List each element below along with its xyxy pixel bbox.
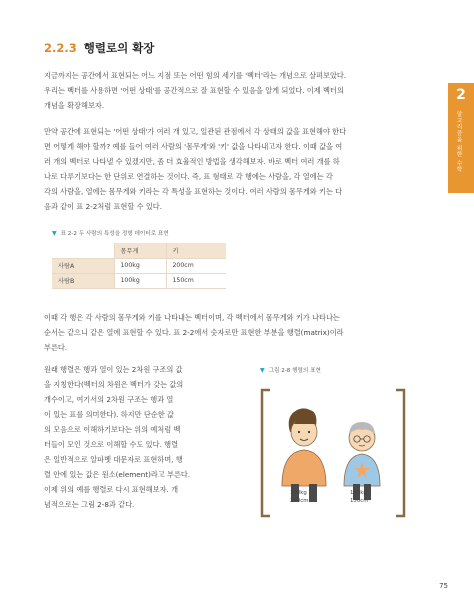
table-cell-weight: 100kg [114,273,166,288]
paragraph-matrix-motivation: 만약 공간에 표현되는 '어떤 상태'가 여러 개 있고, 일관된 관점에서 각 상태의 값을 표현해야 한다 면 어떻게 해야 할까? 예를 들어 여러 사람의 '몸무게'와 '키' 값을 나타내고자 한다. 이때 값을 여 러 개의 벡터로 나타낼 수 있겠지만, 좀 더 효율적인 방법을 생각해보자. 바로 벡터 여러 개를 하 나로 다루기보다는 한 단위로 연결하는 것이다. 즉, 표 형태로 각 행에는 사람을, 각 열에는 각 각의 사람을, 열에는 몸무게와 키라는 각 특성을 표현하는 것이다. 여러 사람의 몸무게와 키는 다 음과 같이 표 2-2처럼 표현할 수 있다. [44,127,347,211]
person-b-weight: 100kg [350,490,367,496]
table-header-height: 키 [166,243,226,258]
table-cell-height: 200cm [166,258,226,273]
table-header-row [52,243,226,258]
section-heading [44,40,154,56]
matrix-illustration [258,382,408,522]
person-a-stats [290,489,309,505]
person-b-stats [350,489,369,505]
caption-marker-icon: ▼ [260,366,265,374]
chapter-side-tab [448,83,474,193]
person-features-table [52,243,226,289]
caption-marker-icon: ▼ [52,229,57,237]
table-cell-height: 150cm [166,273,226,288]
section-title: 행렬로의 확장 [83,41,155,55]
table-row [52,273,226,288]
person-a-weight: 100kg [290,490,307,496]
paragraph-matrix-definition: 이때 각 행은 각 사람의 몸무게와 키를 나타내는 벡터이며, 각 벡터에서 몸무게와 키가 나타나는 순서는 같으니 같은 열에 표현할 수 있다. 표 2-2에서 숫자로만 표현한 부분을 행렬(matrix)이라 부른다. [44,313,344,352]
paragraph-matrix-explanation: 원래 행렬은 행과 열이 있는 2차원 구조의 값 을 지칭한다(벡터의 차원은 벡터가 갖는 값의 개수이고, 여기서의 2차원 구조는 행과 열 이 있는 표를 의미한다). 하지만 단순한 값 의 모음으로 이해하기보다는 위의 예처럼 벡 터들이 모인 것으로 이해할 수도 있다. 행렬 은 일반적으로 알파벳 대문자로 표현하며, 행 렬 안에 있는 값은 원소(element)라고 부른다. 이제 위의 예를 행렬로 다시 표현해보자. 개 념적으로는 그림 2-8과 같다. [44,365,191,509]
left-bracket-icon [262,390,270,516]
person-a-height: 200cm [290,498,309,504]
table-corner-cell [52,243,114,258]
table-cell-weight: 100kg [114,258,166,273]
chapter-title: 알고리즘을 위한 수학 [455,111,461,173]
person-a-icon [282,408,326,502]
page-number: 75 [439,582,448,590]
paragraph-intro: 지금까지는 공간에서 표현되는 어느 지점 또는 어떤 힘의 세기를 '벡터'라는 개념으로 살펴보았다. 우리는 벡터를 사용하면 '어떤 상태'를 공간적으로 잘 표현할 수 있음을 알게 되었다. 이제 벡터의 개념을 확장해보자. [44,71,347,110]
table-row-label: 사람B [52,273,114,288]
table-caption-text: 표 2-2 두 사람의 특성을 정형 데이터로 표현 [60,231,169,237]
table-row [52,258,226,273]
matrix-figure [258,382,408,532]
right-bracket-icon [396,390,404,516]
section-number: 2.2.3 [44,41,77,55]
figure-caption [260,366,321,374]
person-b-height: 150cm [350,498,369,504]
table-caption [52,229,169,237]
table-header-weight: 몸무게 [114,243,166,258]
table-row-label: 사람A [52,258,114,273]
chapter-number: 2 [456,87,466,103]
figure-caption-text: 그림 2-8 행렬의 표현 [268,368,321,374]
